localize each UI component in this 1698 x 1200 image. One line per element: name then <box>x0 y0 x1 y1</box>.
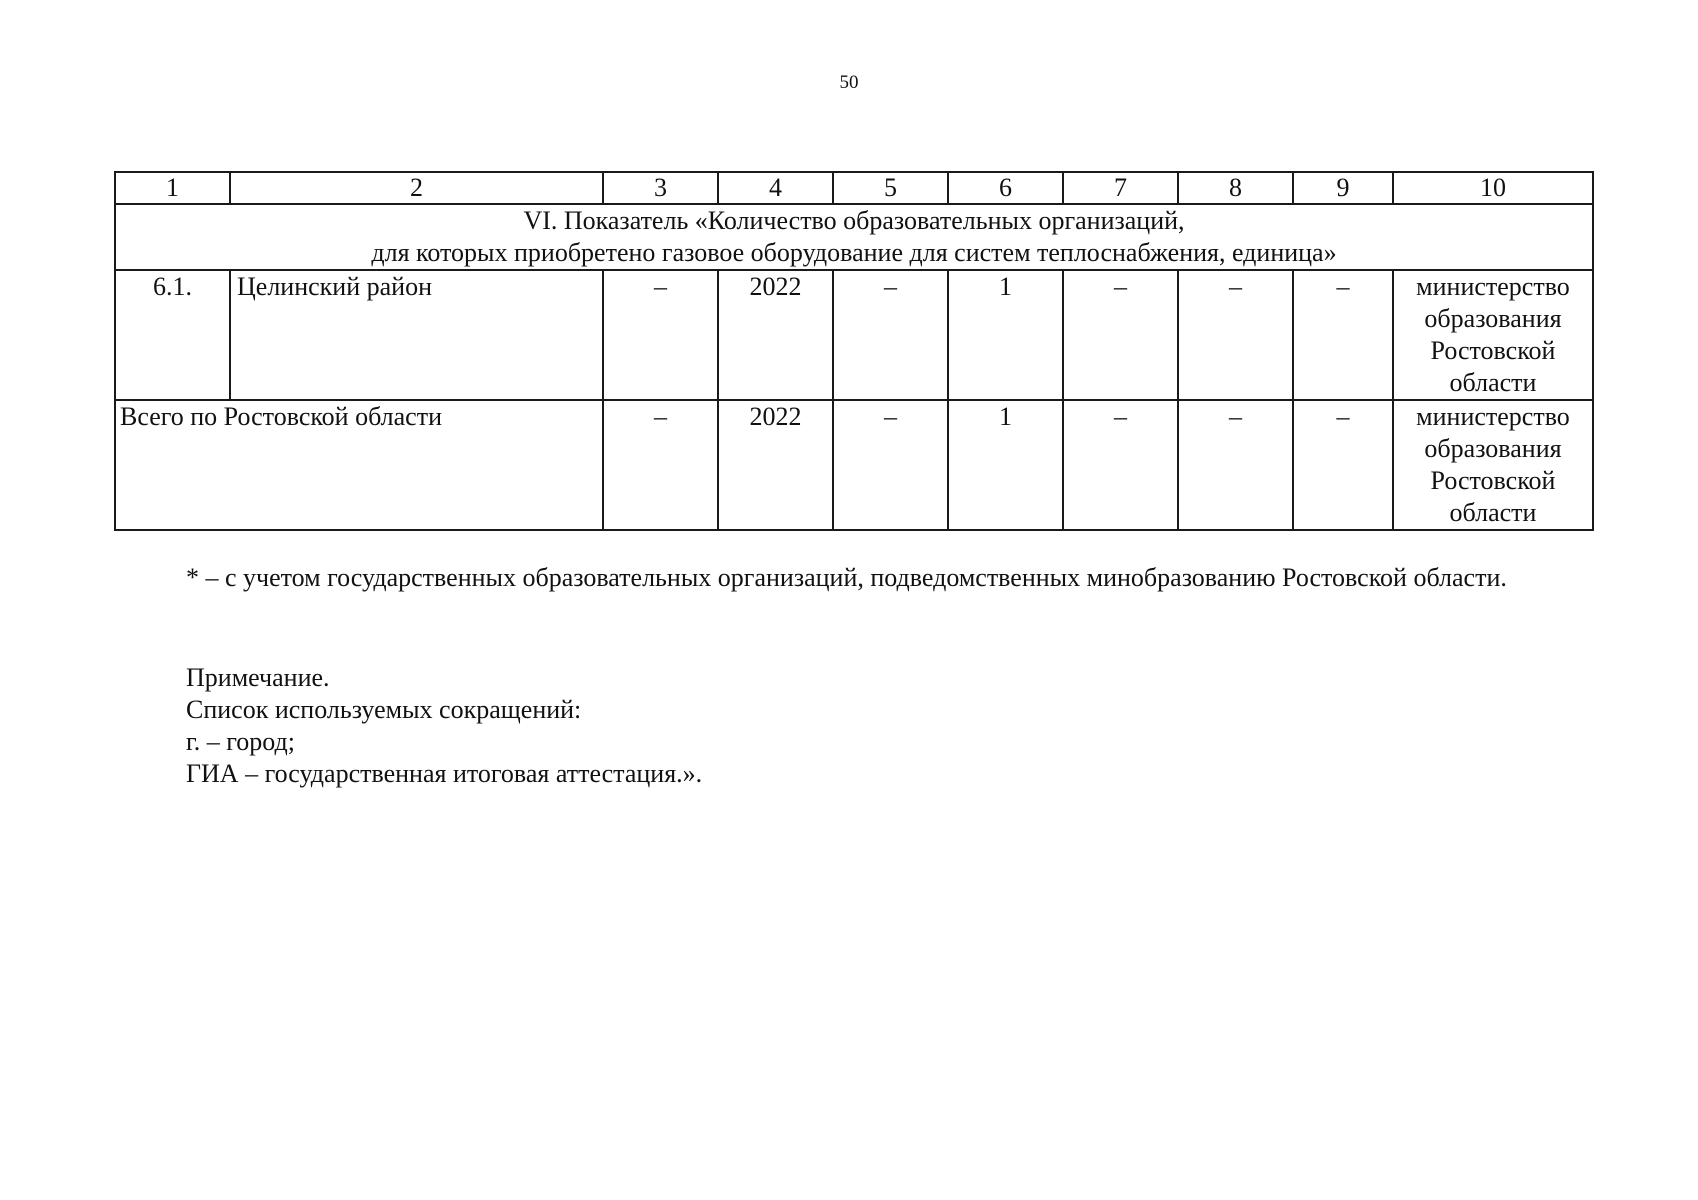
district-name: Целинский район <box>230 270 603 400</box>
cell-value: 1 <box>948 270 1063 400</box>
column-number: 10 <box>1393 172 1593 204</box>
notes-block <box>186 662 702 790</box>
agency-line: образования <box>1424 304 1562 333</box>
indicator-table <box>114 171 1594 531</box>
agency-line: области <box>1449 498 1537 527</box>
cell-col3: – <box>603 400 718 530</box>
footnote: * – с учетом государственных образовательных организаций, подведомственных минобразованию Ростовской области. <box>186 563 1507 592</box>
cell-col7: – <box>1063 400 1178 530</box>
abbreviation-item: ГИА – государственная итоговая аттестация.». <box>186 759 703 788</box>
cell-col5: – <box>833 400 948 530</box>
column-number: 2 <box>230 172 603 204</box>
total-row <box>115 400 1593 530</box>
cell-col9: – <box>1293 270 1393 400</box>
row-number: 6.1. <box>115 270 230 400</box>
cell-value: 1 <box>948 400 1063 530</box>
notes-subtitle: Список используемых сокращений: <box>186 695 582 724</box>
abbreviation-item: г. – город; <box>186 727 295 756</box>
cell-year: 2022 <box>718 270 833 400</box>
responsible-agency <box>1393 400 1593 530</box>
cell-col5: – <box>833 270 948 400</box>
column-number: 5 <box>833 172 948 204</box>
agency-line: министерство <box>1416 402 1570 431</box>
agency-line: области <box>1449 368 1537 397</box>
cell-year: 2022 <box>718 400 833 530</box>
section-title-line: для которых приобретено газовое оборудование для систем теплоснабжения, единица» <box>371 238 1337 267</box>
cell-col3: – <box>603 270 718 400</box>
notes-title: Примечание. <box>186 663 330 692</box>
column-number: 1 <box>115 172 230 204</box>
column-number-row <box>115 172 1593 204</box>
table-row <box>115 270 1593 400</box>
section-title <box>115 204 1593 270</box>
responsible-agency <box>1393 270 1593 400</box>
column-number: 9 <box>1293 172 1393 204</box>
agency-line: Ростовской <box>1430 466 1556 495</box>
cell-col8: – <box>1178 400 1293 530</box>
cell-col7: – <box>1063 270 1178 400</box>
agency-line: министерство <box>1416 272 1570 301</box>
column-number: 8 <box>1178 172 1293 204</box>
section-title-line: VI. Показатель «Количество образовательных организаций, <box>523 206 1185 235</box>
agency-line: образования <box>1424 434 1562 463</box>
total-label: Всего по Ростовской области <box>115 400 603 530</box>
column-number: 4 <box>718 172 833 204</box>
cell-col8: – <box>1178 270 1293 400</box>
page-number: 50 <box>839 72 859 93</box>
column-number: 6 <box>948 172 1063 204</box>
section-header-row <box>115 204 1593 270</box>
column-number: 7 <box>1063 172 1178 204</box>
cell-col9: – <box>1293 400 1393 530</box>
column-number: 3 <box>603 172 718 204</box>
agency-line: Ростовской <box>1430 336 1556 365</box>
